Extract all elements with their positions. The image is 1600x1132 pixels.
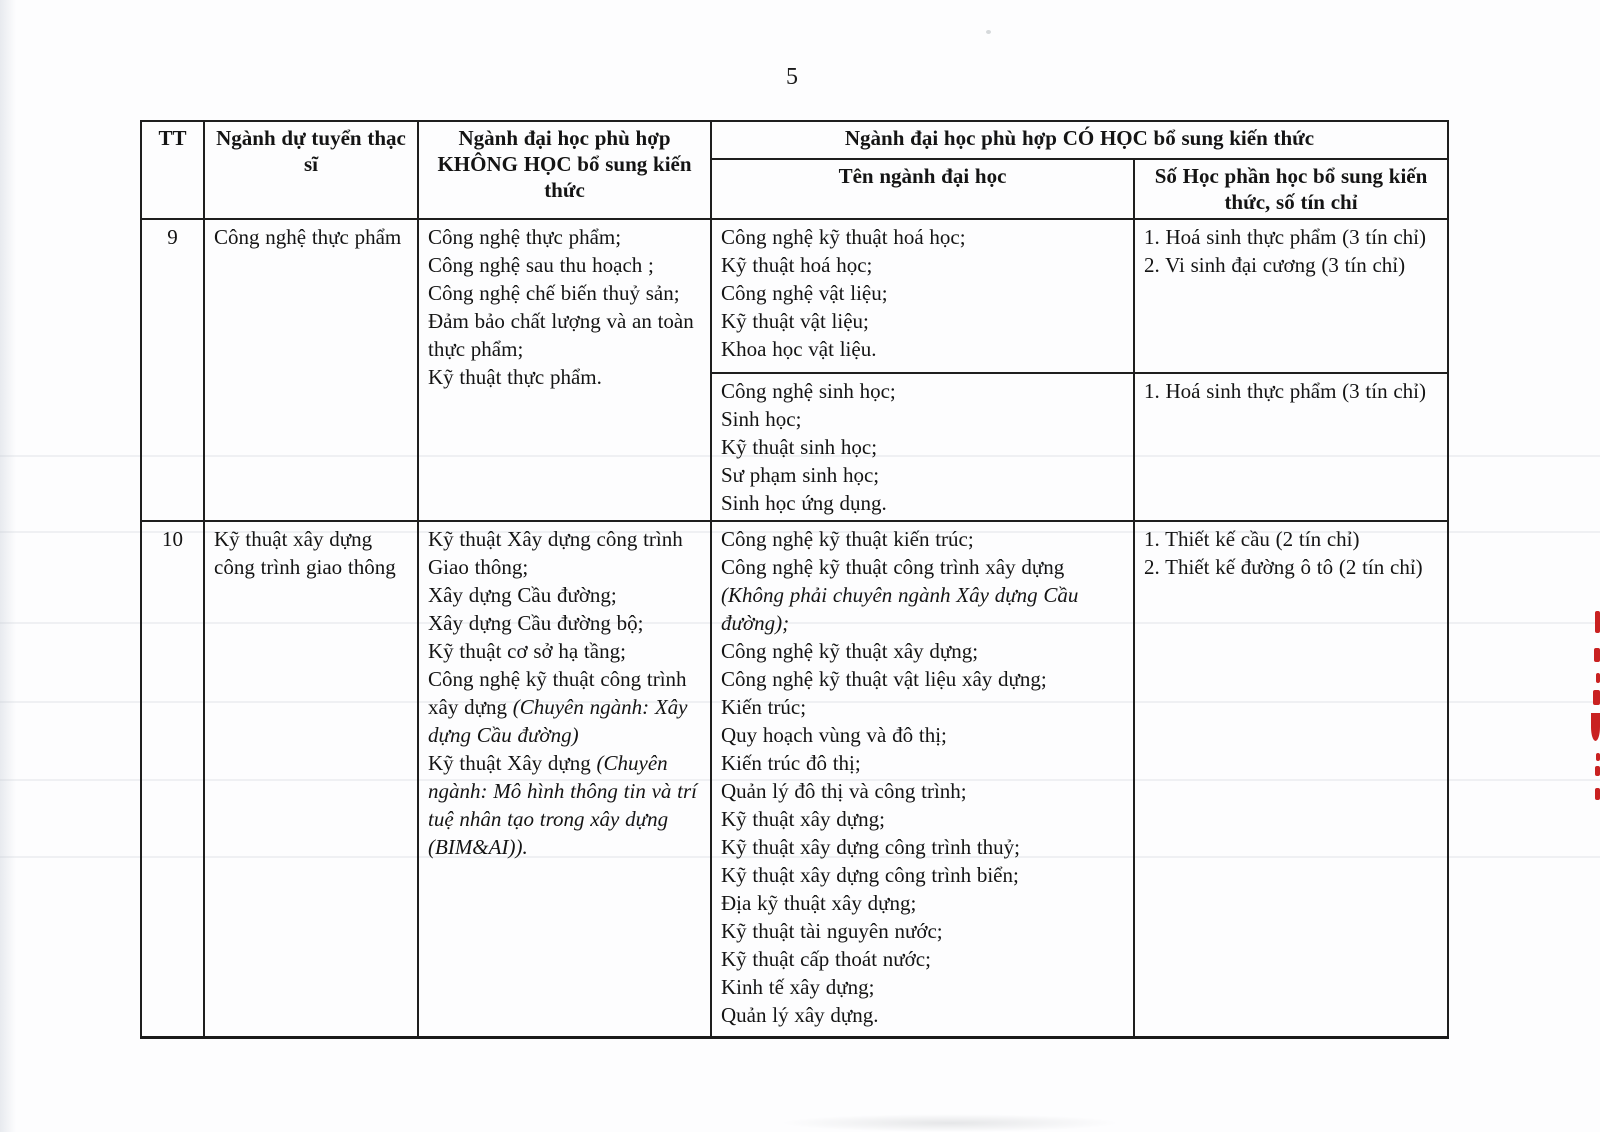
scan-smudge bbox=[780, 1114, 1120, 1132]
cell-text-line: 1. Hoá sinh thực phẩm (3 tín chỉ) bbox=[1144, 379, 1426, 403]
cell-text-line: 2. Vi sinh đại cương (3 tín chỉ) bbox=[1144, 253, 1406, 277]
red-ink-mark bbox=[1594, 648, 1600, 662]
cell-text-line: 1. Hoá sinh thực phẩm (3 tín chỉ) bbox=[1144, 225, 1426, 249]
cell-text-line: Công nghệ kỹ thuật hoá học; bbox=[721, 225, 966, 249]
cell-text-line: Kỹ thuật cơ sở hạ tầng; bbox=[428, 639, 626, 663]
red-ink-mark bbox=[1595, 766, 1600, 776]
cell-applied-major bbox=[204, 219, 418, 521]
cell-no-supplement-majors bbox=[418, 521, 711, 1038]
red-ink-mark bbox=[1595, 611, 1600, 633]
cell-text-line: Kỹ thuật Xây dựng (Chuyên ngành: Mô hình thông tin và trí tuệ nhân tạo trong xây dựng (BIM&AI)). bbox=[428, 751, 697, 859]
page-number: 5 bbox=[786, 64, 798, 90]
cell-text-line: Công nghệ kỹ thuật công trình xây dựng (Chuyên ngành: Xây dựng Cầu đường) bbox=[428, 667, 688, 747]
cell-university-majors bbox=[711, 373, 1134, 521]
cell-university-majors bbox=[711, 219, 1134, 373]
cell-text-line: Công nghệ kỹ thuật công trình xây dựng (Không phải chuyên ngành Xây dựng Cầu đường); bbox=[721, 555, 1079, 635]
cell-text-line: Công nghệ sinh học; bbox=[721, 379, 896, 403]
cell-text-line: Sinh học ứng dụng. bbox=[721, 491, 887, 515]
scan-edge-shadow bbox=[0, 0, 16, 1132]
cell-text-line: Kinh tế xây dựng; bbox=[721, 975, 875, 999]
cell-text-line: 2. Thiết kế đường ô tô (2 tín chỉ) bbox=[1144, 555, 1423, 579]
cell-supplement-courses bbox=[1134, 219, 1448, 373]
cell-text-line: Công nghệ kỹ thuật kiến trúc; bbox=[721, 527, 974, 551]
cell-university-majors bbox=[711, 521, 1134, 1038]
cell-tt: 9 bbox=[141, 219, 204, 521]
cell-text-line: Xây dựng Cầu đường bộ; bbox=[428, 611, 644, 635]
cell-tt: 10 bbox=[141, 521, 204, 1038]
cell-text-line: Đảm bảo chất lượng và an toàn thực phẩm; bbox=[428, 309, 694, 361]
majors-mapping-table bbox=[140, 120, 1449, 1039]
cell-text-line: Công nghệ kỹ thuật xây dựng; bbox=[721, 639, 979, 663]
cell-text-line: Xây dựng Cầu đường; bbox=[428, 583, 617, 607]
cell-text-line: Công nghệ chế biến thuỷ sản; bbox=[428, 281, 680, 305]
cell-text-line: Công nghệ sau thu hoạch ; bbox=[428, 253, 654, 277]
cell-text-line: Kỹ thuật xây dựng; bbox=[721, 807, 885, 831]
header-tt: TT bbox=[141, 121, 204, 219]
cell-text-line: Khoa học vật liệu. bbox=[721, 337, 877, 361]
cell-text-line: Kỹ thuật xây dựng công trình thuỷ; bbox=[721, 835, 1021, 859]
cell-text-line: Kỹ thuật Xây dựng công trình Giao thông; bbox=[428, 527, 683, 579]
red-ink-mark bbox=[1596, 673, 1600, 683]
cell-text-line: Kỹ thuật tài nguyên nước; bbox=[721, 919, 943, 943]
cell-text-line: Kỹ thuật vật liệu; bbox=[721, 309, 869, 333]
cell-text-line: Quản lý đô thị và công trình; bbox=[721, 779, 967, 803]
cell-text-line: 1. Thiết kế cầu (2 tín chỉ) bbox=[1144, 527, 1360, 551]
cell-text-line: Kỹ thuật xây dựng công trình biển; bbox=[721, 863, 1019, 887]
cell-text-line: Công nghệ kỹ thuật vật liệu xây dựng; bbox=[721, 667, 1047, 691]
cell-text-line: Kỹ thuật sinh học; bbox=[721, 435, 878, 459]
scan-speck bbox=[986, 30, 991, 34]
cell-text-line: Sư phạm sinh học; bbox=[721, 463, 880, 487]
red-ink-mark bbox=[1596, 753, 1600, 761]
header-no-supplement: Ngành đại học phù hợp KHÔNG HỌC bổ sung kiến thức bbox=[418, 121, 711, 219]
red-ink-mark bbox=[1591, 713, 1600, 741]
cell-text-line: Sinh học; bbox=[721, 407, 802, 431]
cell-text-line: Công nghệ vật liệu; bbox=[721, 281, 888, 305]
red-ink-mark bbox=[1595, 788, 1600, 800]
cell-supplement-courses bbox=[1134, 373, 1448, 521]
cell-text-line: Kỹ thuật hoá học; bbox=[721, 253, 873, 277]
cell-applied-major bbox=[204, 521, 418, 1038]
header-with-supplement: Ngành đại học phù hợp CÓ HỌC bổ sung kiến thức bbox=[711, 121, 1448, 159]
table-row bbox=[141, 219, 1448, 373]
table-row bbox=[141, 521, 1448, 1038]
cell-text-line: Quản lý xây dựng. bbox=[721, 1003, 879, 1027]
cell-text-line: Quy hoạch vùng và đô thị; bbox=[721, 723, 947, 747]
header-applied-major: Ngành dự tuyển thạc sĩ bbox=[204, 121, 418, 219]
header-supplement-courses: Số Học phần học bổ sung kiến thức, số tín chỉ bbox=[1134, 159, 1448, 219]
cell-no-supplement-majors bbox=[418, 219, 711, 521]
cell-text-line: Công nghệ thực phẩm bbox=[214, 225, 402, 249]
cell-text-line: Kiến trúc đô thị; bbox=[721, 751, 861, 775]
red-ink-mark bbox=[1593, 690, 1600, 705]
cell-text-line: Kỹ thuật cấp thoát nước; bbox=[721, 947, 931, 971]
cell-text-line: Kỹ thuật thực phẩm. bbox=[428, 365, 602, 389]
cell-text-line: Công nghệ thực phẩm; bbox=[428, 225, 622, 249]
cell-text-line: Kỹ thuật xây dựng công trình giao thông bbox=[214, 527, 396, 579]
cell-supplement-courses bbox=[1134, 521, 1448, 1038]
header-university-major-name: Tên ngành đại học bbox=[711, 159, 1134, 219]
cell-text-line: Địa kỹ thuật xây dựng; bbox=[721, 891, 917, 915]
cell-text-line: Kiến trúc; bbox=[721, 695, 807, 719]
